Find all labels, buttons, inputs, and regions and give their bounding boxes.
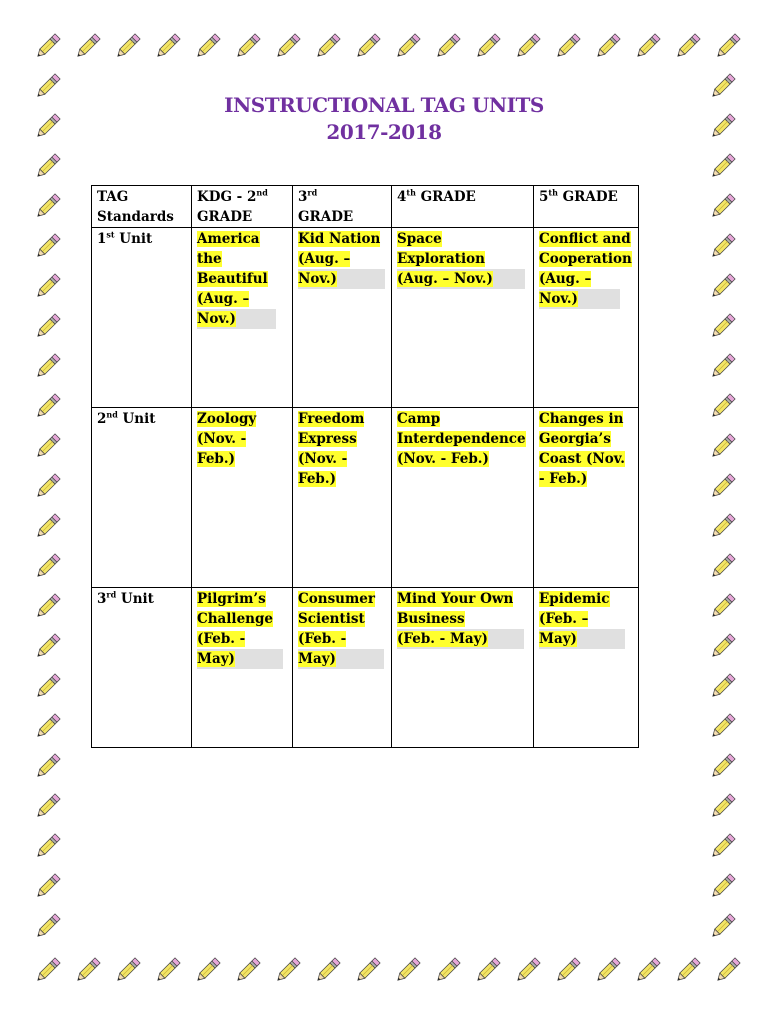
cell-4th: [392, 588, 534, 748]
unit-name: Epidemic (Feb. –: [539, 591, 610, 627]
header-sup: nd: [256, 187, 268, 198]
pencil-icon: [705, 748, 741, 784]
pencil-icon: [430, 28, 466, 64]
pencil-icon: [705, 788, 741, 824]
pencil-icon: [230, 952, 266, 988]
pencil-icon: [470, 28, 506, 64]
unit-name: Conflict and Cooperation (Aug. –: [539, 231, 632, 287]
pencil-icon: [390, 952, 426, 988]
pencil-icon: [705, 548, 741, 584]
pencil-icon: [310, 952, 346, 988]
row-label-text: Unit: [117, 411, 156, 427]
row-label: [92, 588, 192, 748]
cell-5th: [534, 408, 639, 588]
unit-dates: Nov.): [298, 271, 337, 287]
pencil-icon: [590, 952, 626, 988]
pencil-icon: [430, 952, 466, 988]
pencil-icon: [550, 28, 586, 64]
unit-name: Changes in Georgia’s Coast (Nov. - Feb.): [539, 411, 625, 487]
unit-name: Camp Interdependence (Nov. - Feb.): [397, 411, 526, 467]
pencil-icon: [30, 828, 66, 864]
header-tag-standards: [92, 186, 192, 228]
pencil-icon: [590, 28, 626, 64]
table-header-row: [92, 186, 639, 228]
cell-4th: [392, 228, 534, 408]
row-label-text: Unit: [116, 591, 154, 607]
pencil-icon: [110, 952, 146, 988]
header-text: Standards: [97, 209, 174, 225]
pencil-icon: [705, 468, 741, 504]
pencil-icon: [30, 668, 66, 704]
pencil-icon: [110, 28, 146, 64]
unit-name: America the Beautiful (Aug. –: [197, 231, 268, 307]
row-label-sup: st: [106, 229, 115, 240]
pencil-icon: [310, 28, 346, 64]
header-text: GRADE: [557, 189, 618, 205]
unit-dates: Nov.): [539, 291, 578, 307]
header-text: KDG - 2: [197, 189, 257, 205]
pencil-icon: [705, 228, 741, 264]
row-label-text: 3: [97, 591, 107, 607]
cell-3rd: [293, 228, 392, 408]
row-label-text: Unit: [114, 231, 153, 247]
unit-dates: May): [539, 631, 577, 647]
row-label-text: 1: [97, 231, 107, 247]
pencil-icon: [550, 952, 586, 988]
header-text: GRADE: [415, 189, 476, 205]
pencil-icon: [30, 628, 66, 664]
cell-kdg: [192, 228, 293, 408]
pencil-icon: [30, 748, 66, 784]
row-label-sup: rd: [106, 589, 117, 600]
pencil-icon: [30, 348, 66, 384]
pencil-icon: [270, 952, 306, 988]
pencil-icon: [705, 508, 741, 544]
pencil-icon: [710, 28, 746, 64]
pencil-icon: [30, 868, 66, 904]
pencil-icon: [30, 952, 66, 988]
cell-kdg: [192, 588, 293, 748]
unit-dates: Nov.): [197, 311, 236, 327]
unit-name: Pilgrim’s Challenge (Feb. -: [197, 591, 273, 647]
pencil-icon: [30, 428, 66, 464]
header-4th: [392, 186, 534, 228]
header-text: 3: [298, 189, 308, 205]
unit-name: Kid Nation (Aug. –: [298, 231, 381, 267]
pencil-icon: [30, 788, 66, 824]
pencil-icon: [705, 188, 741, 224]
pencil-icon: [30, 228, 66, 264]
cell-3rd: [293, 408, 392, 588]
pencil-icon: [30, 468, 66, 504]
pencil-icon: [710, 952, 746, 988]
pencil-icon: [350, 28, 386, 64]
pencil-icon: [150, 952, 186, 988]
pencil-icon: [190, 952, 226, 988]
cell-5th: [534, 228, 639, 408]
cell-3rd: [293, 588, 392, 748]
pencil-icon: [190, 28, 226, 64]
cell-kdg: [192, 408, 293, 588]
pencil-icon: [70, 952, 106, 988]
header-kdg-2nd: [192, 186, 293, 228]
pencil-icon: [630, 952, 666, 988]
pencil-icon: [705, 388, 741, 424]
pencil-icon: [470, 952, 506, 988]
pencil-icon: [30, 588, 66, 624]
pencil-icon: [510, 952, 546, 988]
table-row: [92, 408, 639, 588]
pencil-icon: [705, 828, 741, 864]
row-label: [92, 228, 192, 408]
table-row: [92, 228, 639, 408]
header-3rd: [293, 186, 392, 228]
header-sup: th: [406, 187, 416, 198]
header-text: GRADE: [298, 209, 354, 225]
pencil-icon: [705, 588, 741, 624]
header-text: GRADE: [197, 209, 253, 225]
pencil-icon: [30, 708, 66, 744]
pencil-icon: [705, 708, 741, 744]
pencil-icon: [705, 148, 741, 184]
cell-5th: [534, 588, 639, 748]
pencil-icon: [630, 28, 666, 64]
header-5th: [534, 186, 639, 228]
row-label-text: 2: [97, 411, 107, 427]
pencil-icon: [350, 952, 386, 988]
pencil-icon: [390, 28, 426, 64]
header-text: TAG: [97, 189, 129, 205]
unit-name: Freedom Express (Nov. - Feb.): [298, 411, 365, 487]
document-year: 2017-2018: [326, 120, 442, 144]
document-title: INSTRUCTIONAL TAG UNITS: [224, 93, 544, 117]
pencil-icon: [30, 508, 66, 544]
pencil-icon: [30, 28, 66, 64]
pencil-icon: [705, 428, 741, 464]
pencil-icon: [705, 268, 741, 304]
pencil-icon: [30, 188, 66, 224]
pencil-icon: [670, 28, 706, 64]
pencil-icon: [30, 308, 66, 344]
pencil-icon: [705, 308, 741, 344]
pencil-icon: [270, 28, 306, 64]
pencil-icon: [510, 28, 546, 64]
pencil-icon: [30, 148, 66, 184]
pencil-icon: [30, 388, 66, 424]
row-label-sup: nd: [106, 409, 118, 420]
row-label: [92, 408, 192, 588]
pencil-icon: [30, 268, 66, 304]
pencil-icon: [705, 628, 741, 664]
pencil-icon: [670, 952, 706, 988]
pencil-icon: [30, 908, 66, 944]
header-text: 4: [397, 189, 407, 205]
unit-name: Zoology (Nov. - Feb.): [197, 411, 257, 467]
cell-4th: [392, 408, 534, 588]
header-text: 5: [539, 189, 549, 205]
pencil-icon: [230, 28, 266, 64]
units-table: [91, 185, 639, 748]
pencil-icon: [705, 348, 741, 384]
table-row: [92, 588, 639, 748]
unit-name: Consumer Scientist (Feb. -: [298, 591, 375, 647]
pencil-icon: [30, 548, 66, 584]
unit-dates: May): [197, 651, 235, 667]
unit-dates: May): [298, 651, 336, 667]
pencil-icon: [150, 28, 186, 64]
unit-dates: (Feb. - May): [397, 631, 488, 647]
unit-name: Mind Your Own Business: [397, 591, 514, 627]
header-sup: rd: [307, 187, 318, 198]
pencil-icon: [705, 908, 741, 944]
unit-name: Space Exploration: [397, 231, 485, 267]
pencil-icon: [70, 28, 106, 64]
header-sup: th: [548, 187, 558, 198]
pencil-icon: [705, 868, 741, 904]
unit-dates: (Aug. – Nov.): [397, 271, 493, 287]
pencil-icon: [705, 668, 741, 704]
